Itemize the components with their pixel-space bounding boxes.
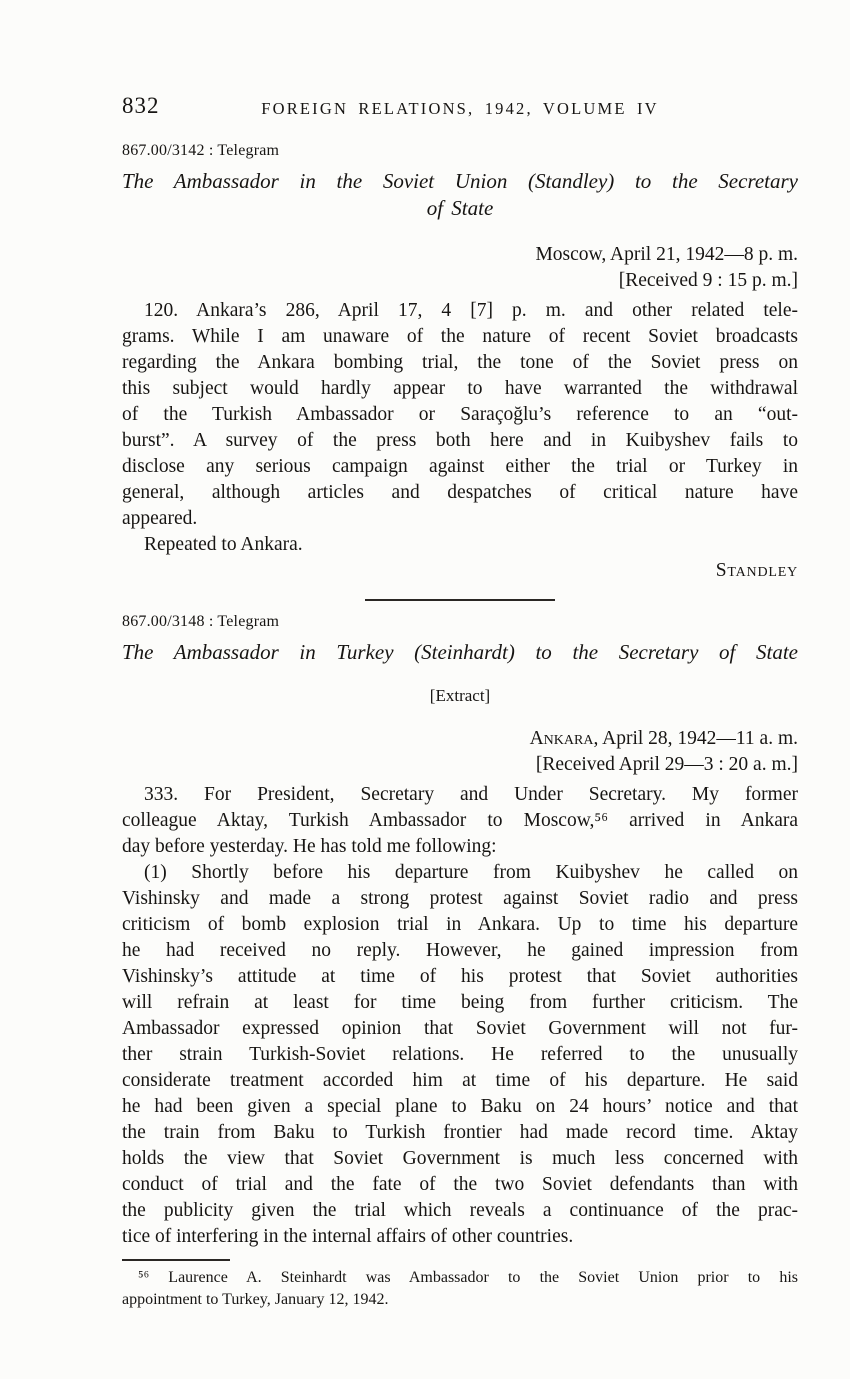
text-line: appointment to Turkey, January 12, 1942. xyxy=(122,1291,389,1308)
text-line: tice of interfering in the internal affairs of other countries. xyxy=(122,1226,574,1247)
text-line: will refrain at least for time being from further criticism. The xyxy=(122,992,798,1013)
text-line: regarding the Ankara bombing trial, the tone of the Soviet press on xyxy=(122,352,798,373)
text-line: ⁵⁶ Laurence A. Steinhardt was Ambassador to the Soviet Union prior to his xyxy=(138,1269,798,1286)
text-line: burst”. A survey of the press both here and in Kuibyshev fails to xyxy=(122,430,798,451)
doc2-heading-line1: The Ambassador in Turkey (Steinhardt) to the Secretary of State xyxy=(122,640,798,664)
page-content xyxy=(122,0,798,1311)
doc2-paragraph-1 xyxy=(122,782,798,860)
text-line: he had received no reply. However, he gained impression from xyxy=(122,940,798,961)
doc1-dateline-place-date: Moscow, April 21, 1942—8 p. m. xyxy=(535,244,798,265)
doc2-dateline-date: , April 28, 1942—11 a. m. xyxy=(593,728,798,749)
text-line: day before yesterday. He has told me following: xyxy=(122,836,497,857)
doc1-heading-line1: The Ambassador in the Soviet Union (Standley) to the Secretary xyxy=(122,169,798,193)
text-line: the train from Baku to Turkish frontier had made record time. Aktay xyxy=(122,1122,798,1143)
text-line: general, although articles and despatches of critical nature have xyxy=(122,482,798,503)
text-line: Ambassador expressed opinion that Soviet Government will not fur- xyxy=(122,1018,798,1039)
doc1-heading-line2: of State xyxy=(426,196,494,220)
text-line: Vishinsky and made a strong protest against Soviet radio and press xyxy=(122,888,798,909)
text-line: appeared. xyxy=(122,508,198,529)
doc2-dateline-place-date xyxy=(122,726,798,752)
doc1-file-reference: 867.00/3142 : Telegram xyxy=(122,142,280,159)
text-line: of the Turkish Ambassador or Saraçoğlu’s reference to an “out- xyxy=(122,404,798,425)
doc1-received-time: [Received 9 : 15 p. m.] xyxy=(618,270,798,291)
text-line: 120. Ankara’s 286, April 17, 4 [7] p. m. and other related tele- xyxy=(144,300,798,321)
text-line: criticism of bomb explosion trial in Ankara. Up to time his departure xyxy=(122,914,798,935)
doc2-dateline-place: Ankara xyxy=(529,728,594,749)
text-line: disclose any serious campaign against either the trial or Turkey in xyxy=(122,456,798,477)
doc2-dateline xyxy=(122,726,798,778)
page-number: 832 xyxy=(122,93,160,118)
text-line: holds the view that Soviet Government is much less concerned with xyxy=(122,1148,798,1169)
text-line: he had been given a special plane to Baku on 24 hours’ notice and that xyxy=(122,1096,798,1117)
doc2-file-reference: 867.00/3148 : Telegram xyxy=(122,613,280,630)
text-line: (1) Shortly before his departure from Kuibyshev he called on xyxy=(144,862,798,883)
text-line: ther strain Turkish-Soviet relations. He referred to the unusually xyxy=(122,1044,798,1065)
doc2-extract-label: [Extract] xyxy=(429,686,491,705)
doc1-signature: Standley xyxy=(715,560,798,581)
text-line: grams. While I am unaware of the nature of recent Soviet broadcasts xyxy=(122,326,798,347)
doc1-repeated-note: Repeated to Ankara. xyxy=(144,534,303,555)
text-line: Vishinsky’s attitude at time of his protest that Soviet authorities xyxy=(122,966,798,987)
text-line: 333. For President, Secretary and Under Secretary. My former xyxy=(144,784,798,805)
text-line: this subject would hardly appear to have warranted the withdrawal xyxy=(122,378,798,399)
doc2-heading xyxy=(122,639,798,666)
text-line: considerate treatment accorded him at time of his departure. He said xyxy=(122,1070,798,1091)
doc1-heading xyxy=(122,168,798,222)
doc1-paragraph xyxy=(122,298,798,532)
doc2-received-time: [Received April 29—3 : 20 a. m.] xyxy=(535,754,798,775)
running-header xyxy=(122,93,798,124)
doc1-dateline xyxy=(122,242,798,294)
text-line: the publicity given the trial which reveals a continuance of the prac- xyxy=(122,1200,798,1221)
running-header-title: FOREIGN RELATIONS, 1942, VOLUME IV xyxy=(261,99,659,118)
footnote-rule xyxy=(122,1259,230,1261)
doc2-paragraph-2 xyxy=(122,860,798,1250)
text-line: colleague Aktay, Turkish Ambassador to Moscow,⁵⁶ arrived in Ankara xyxy=(122,810,798,831)
document-divider-rule xyxy=(365,599,555,601)
footnote xyxy=(122,1267,798,1311)
text-line: conduct of trial and the fate of the two Soviet defendants than with xyxy=(122,1174,798,1195)
